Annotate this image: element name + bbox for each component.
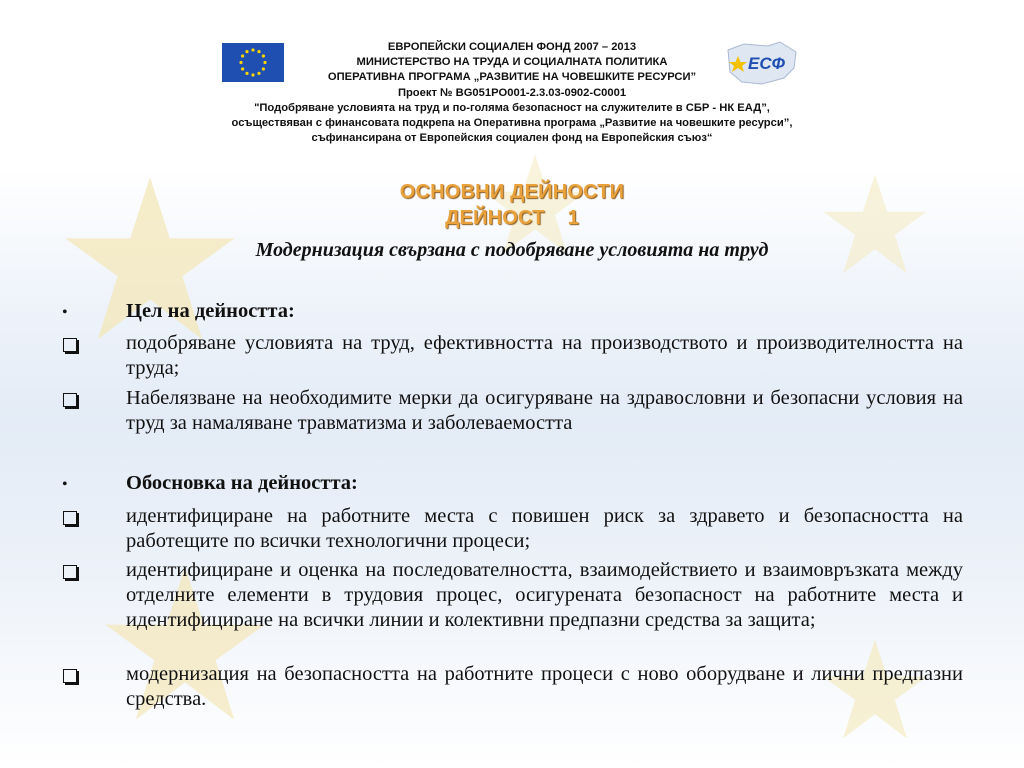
checkbox-bullet-icon: [63, 393, 77, 407]
header-line: ЕВРОПЕЙСКИ СОЦИАЛЕН ФОНД 2007 – 2013: [387, 41, 637, 53]
justification-item: модернизация на безопасността на работните процеси с ново оборудване и лични предпазни средства.: [126, 663, 963, 710]
justification-item: идентифициране и оценка на последователността, взаимодействието и взаимовръзката между отделните елементи в трудовия процес, осигурената безопасност на работните места и идентифициране на всички линии и колективни предпазни средства за защита;: [126, 559, 963, 631]
bullet-marker: •: [62, 304, 68, 321]
activity-subtitle: Модернизация свързана с подобряване условията на труд: [255, 239, 769, 261]
checkbox-bullet-icon: [63, 511, 77, 525]
activity-title: ДЕЙНОСТ 1: [445, 207, 579, 229]
bullet-marker: •: [62, 476, 68, 493]
goal-item: Набелязване на необходимите мерки да осигуряване на здравословни и безопасни условия на труд за намаляване травматизма и заболеваемостта: [126, 387, 963, 434]
header-line: съфинансирана от Европейския социален фонд на Европейския съюз“: [311, 132, 713, 145]
justification-heading: Обосновка на дейността:: [126, 472, 358, 494]
checkbox-bullet-icon: [63, 669, 77, 683]
section-title: ОСНОВНИ ДЕЙНОСТИ: [399, 181, 625, 203]
header-line: осъществяван с финансовата подкрепа на Оперативна програма „Развитие на човешките ресурси”,: [231, 117, 793, 130]
goal-heading: Цел на дейността:: [126, 300, 295, 322]
header-line: Проект № BG051PO001-2.3.03-0902-C0001: [397, 86, 627, 99]
goal-item: подобряване условията на труд, ефективността на производството и производителността на труда;: [126, 332, 963, 379]
project-header: [0, 40, 1024, 146]
checkbox-bullet-icon: [63, 338, 77, 352]
header-line: "Подобряване условията на труд и по-голяма безопасност на служителите в СБР - НК ЕАД”,: [254, 101, 770, 114]
checkbox-bullet-icon: [63, 565, 77, 579]
justification-item: идентифициране на работните места с повишен риск за здравето и безопасността на работещите по всички технологични процеси;: [126, 505, 963, 552]
header-line: ОПЕРАТИВНА ПРОГРАМА „РАЗВИТИЕ НА ЧОВЕШКИТЕ РЕСУРСИ”: [327, 71, 697, 84]
header-line: МИНИСТЕРСТВО НА ТРУДА И СОЦИАЛНАТА ПОЛИТИКА: [356, 56, 668, 69]
esf-logo-text: ЕСФ: [748, 54, 785, 73]
